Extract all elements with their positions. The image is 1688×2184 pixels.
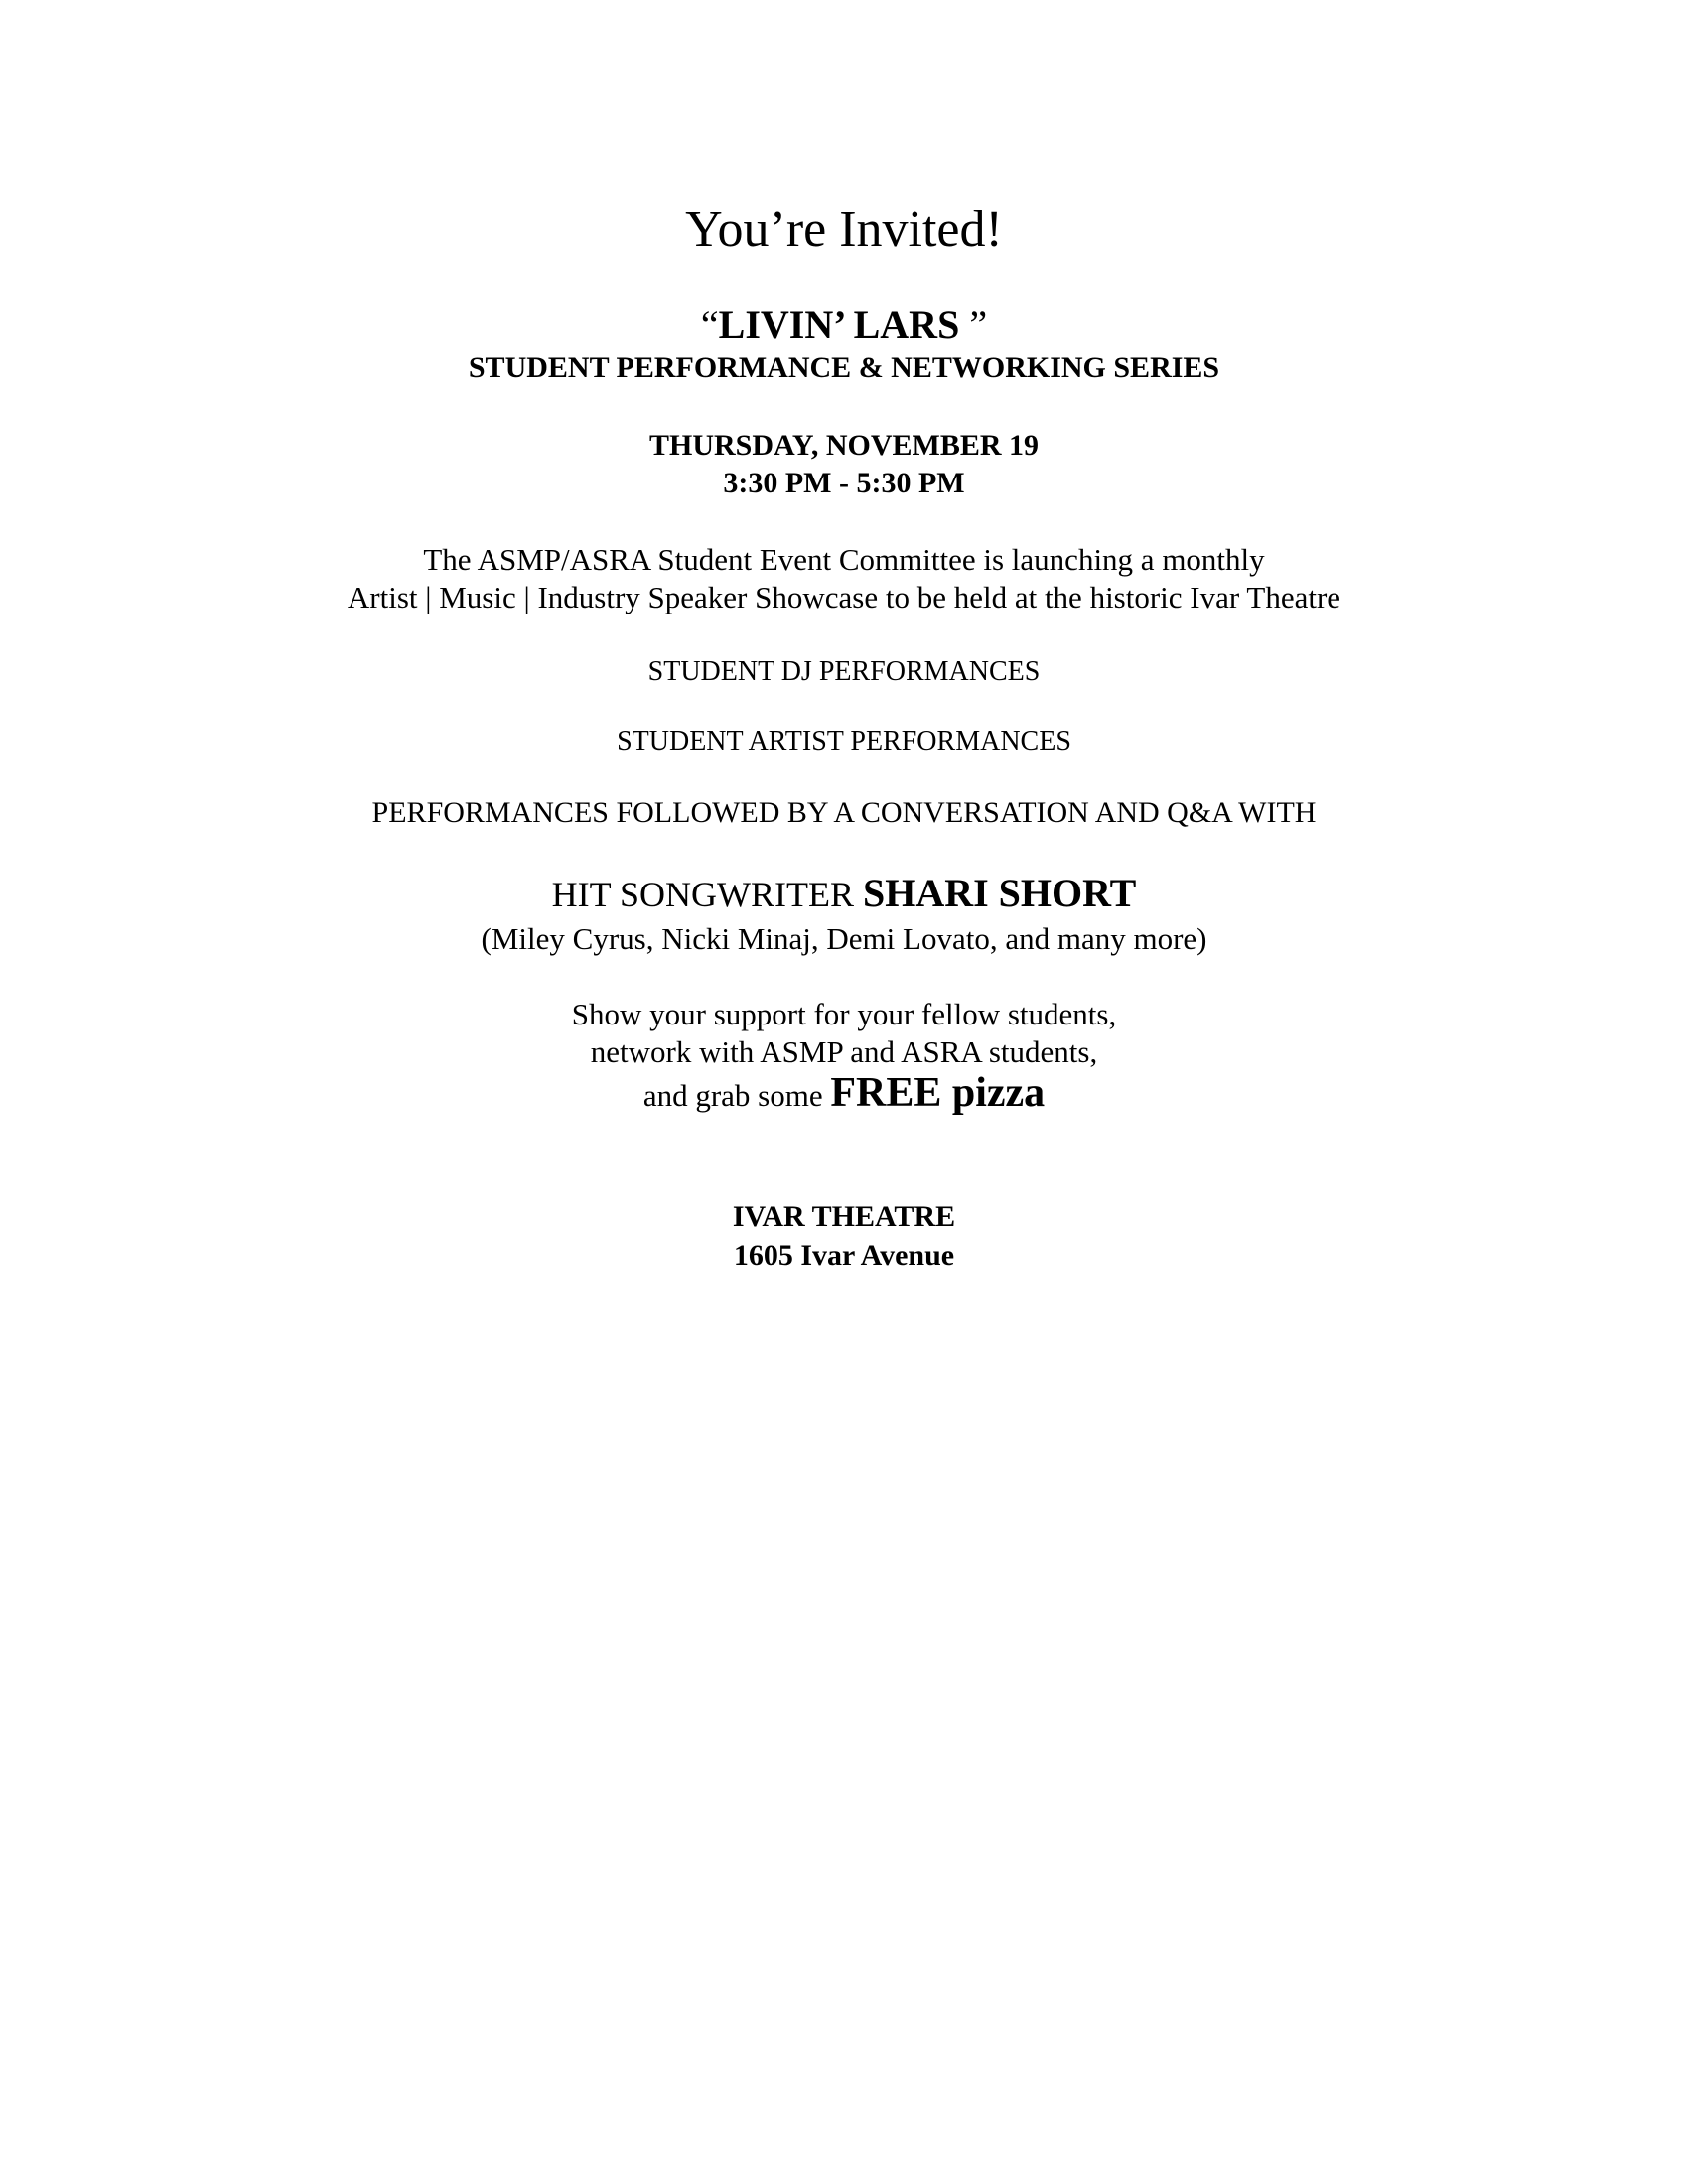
event-name: [0, 302, 1688, 346]
guest-role: HIT SONGWRITER: [551, 875, 854, 914]
guest-line: [0, 871, 1688, 915]
close-quote-mark: ”: [969, 302, 988, 346]
support-line-1: Show your support for your fellow students,: [571, 997, 1117, 1031]
description-line-1: The ASMP/ASRA Student Event Committee is launching a monthly: [423, 542, 1265, 577]
support-line-3: [0, 1072, 1688, 1114]
event-name-text: LIVIN’ LARS: [718, 302, 960, 346]
program-conversation: PERFORMANCES FOLLOWED BY A CONVERSATION AND Q&A WITH: [371, 796, 1317, 829]
invitation-heading: You’re Invited!: [685, 202, 1003, 258]
guest-name: SHARI SHORT: [862, 871, 1137, 915]
free-pizza: FREE pizza: [830, 1070, 1046, 1116]
support-line-2: network with ASMP and ASRA students,: [590, 1034, 1098, 1069]
venue-name: IVAR THEATRE: [732, 1200, 956, 1233]
venue-address: 1605 Ivar Avenue: [733, 1239, 955, 1272]
event-time: 3:30 PM - 5:30 PM: [723, 467, 965, 499]
event-series: STUDENT PERFORMANCE & NETWORKING SERIES: [468, 351, 1220, 384]
description-line-2: Artist | Music | Industry Speaker Showcase to be held at the historic Ivar Theatre: [347, 580, 1341, 614]
event-date: THURSDAY, NOVEMBER 19: [648, 429, 1040, 462]
support-prefix: and grab some: [642, 1078, 823, 1113]
program-artist-performances: STUDENT ARTIST PERFORMANCES: [617, 726, 1071, 756]
guest-credits: (Miley Cyrus, Nicki Minaj, Demi Lovato, and many more): [481, 921, 1207, 956]
program-dj-performances: STUDENT DJ PERFORMANCES: [647, 656, 1041, 687]
open-quote-mark: “: [700, 302, 719, 346]
